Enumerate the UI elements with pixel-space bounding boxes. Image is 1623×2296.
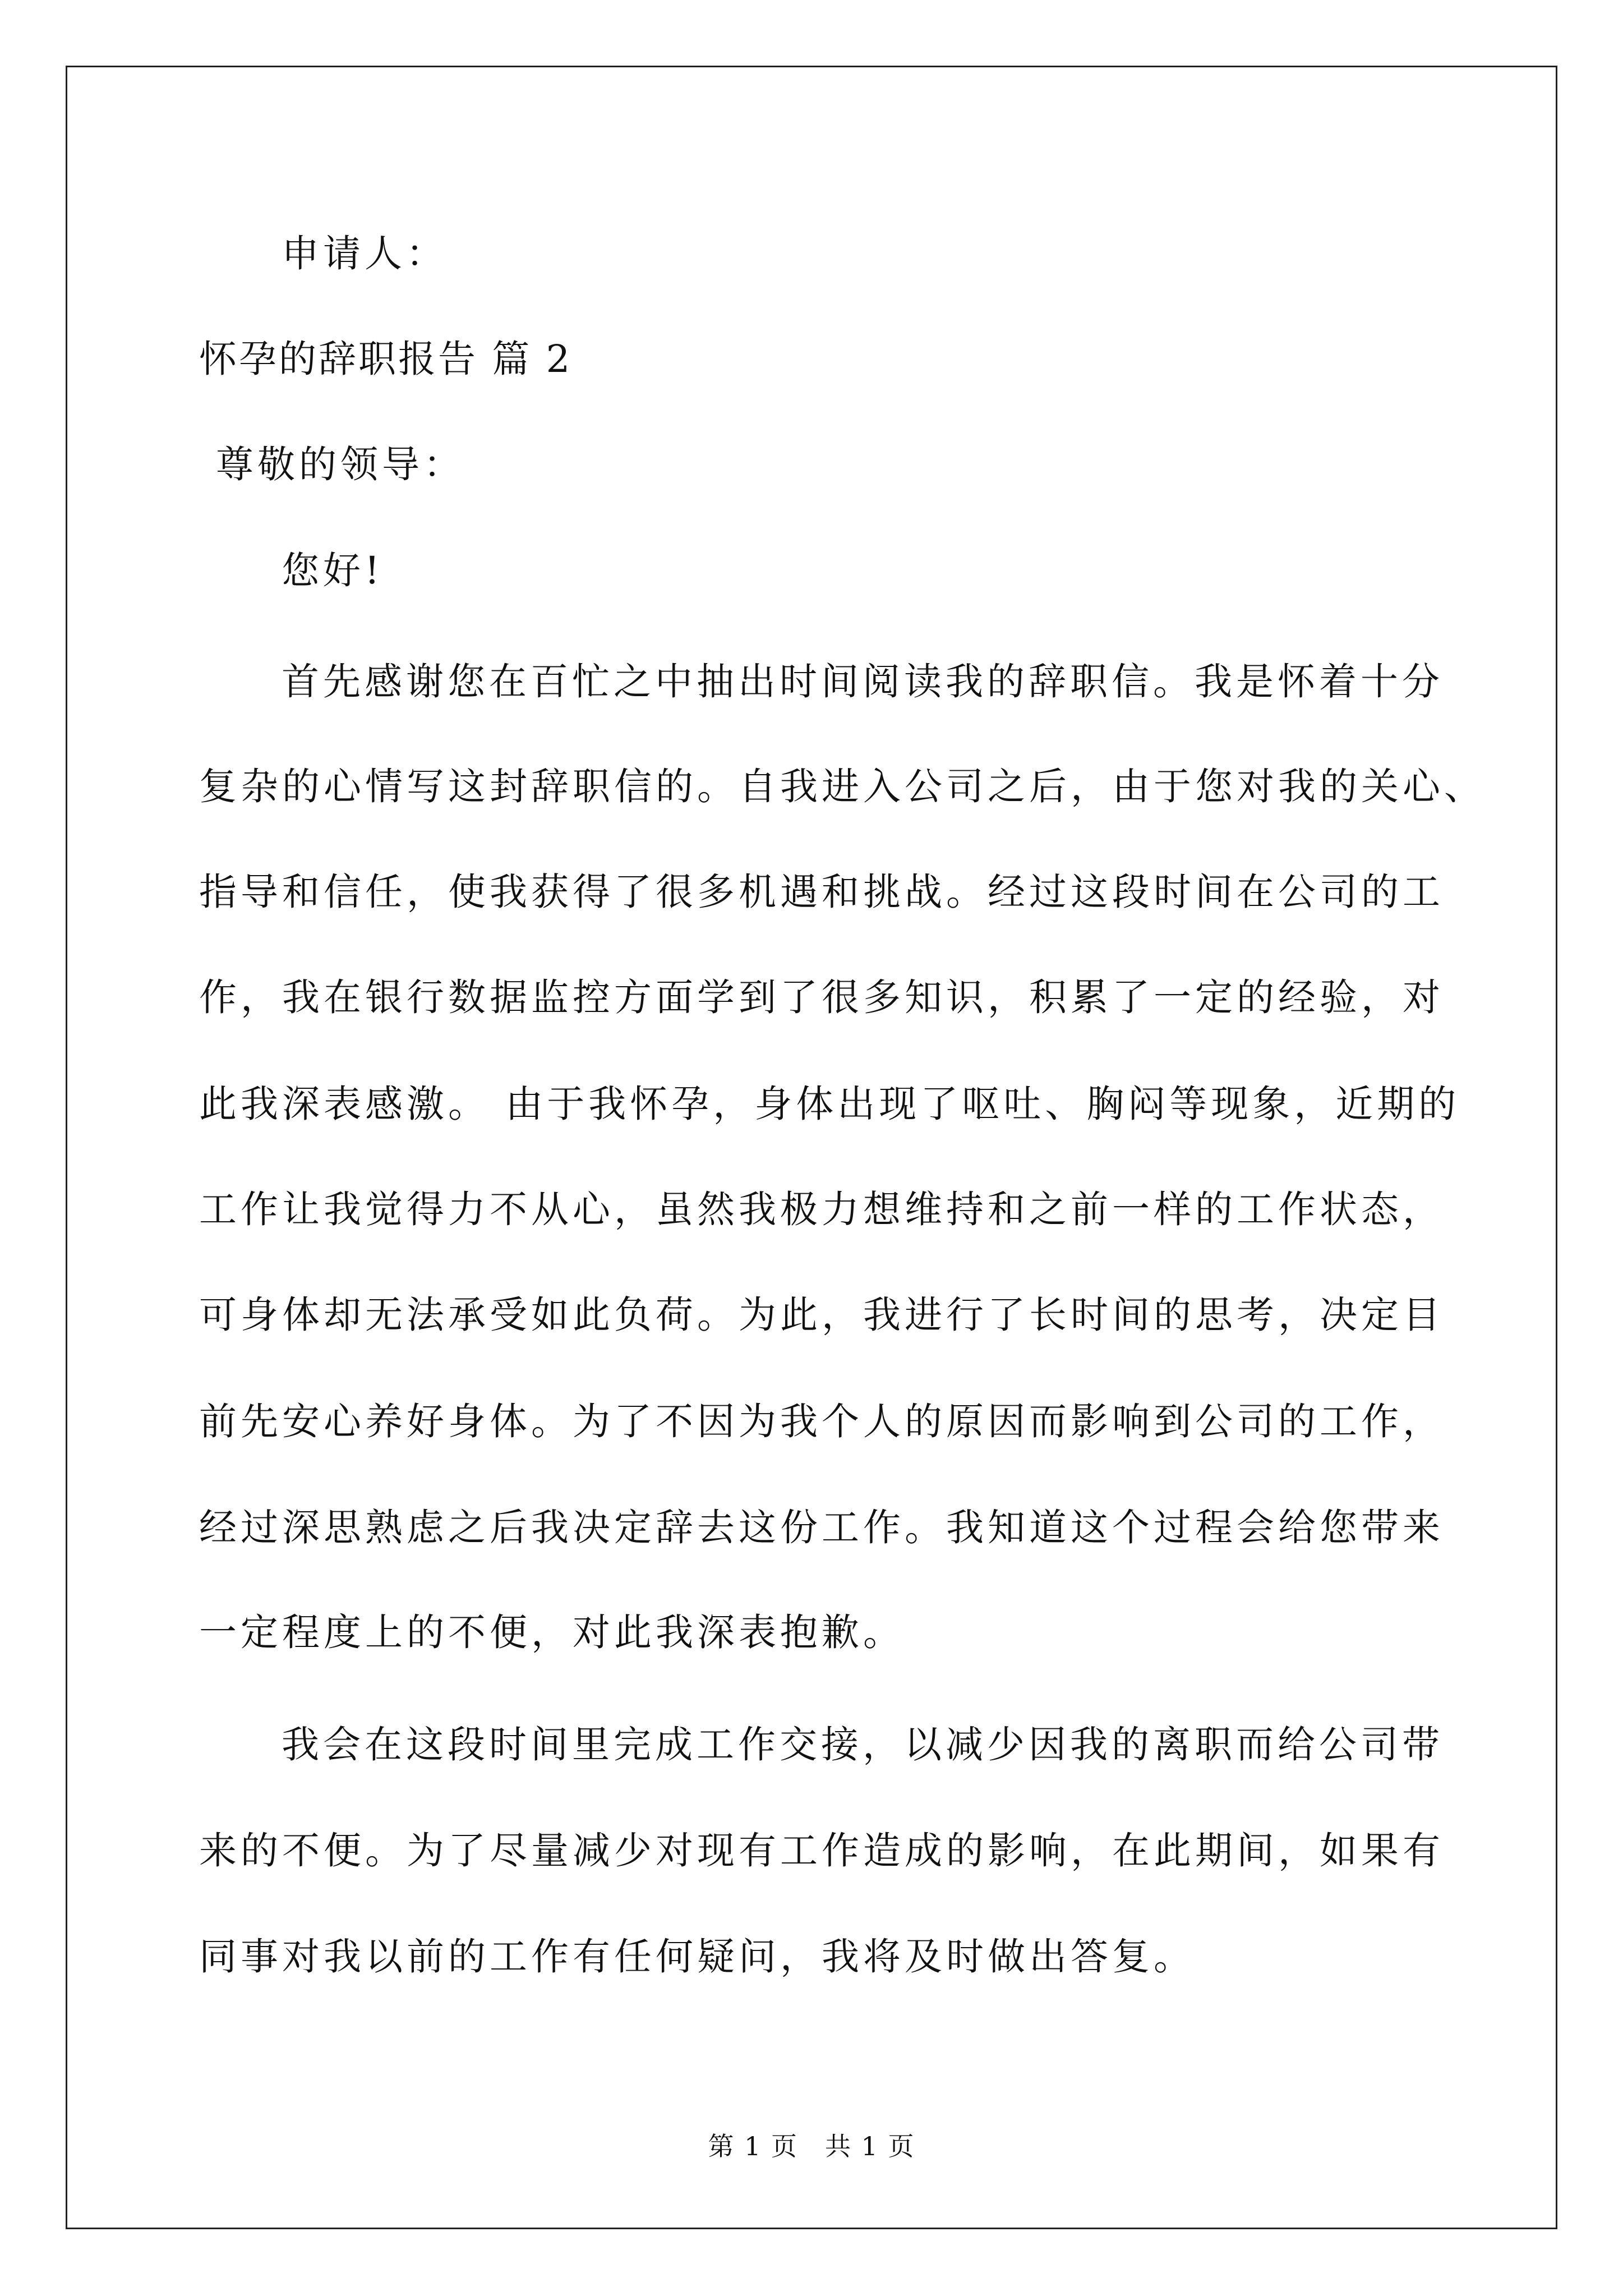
paragraph-line: 指导和信任，使我获得了很多机遇和挑战。经过这段时间在公司的工 bbox=[199, 870, 1444, 914]
section-title: 怀孕的辞职报告 篇 2 bbox=[199, 337, 573, 381]
paragraph-line: 前先安心养好身体。为了不因为我个人的原因而影响到公司的工作， bbox=[199, 1400, 1444, 1443]
paragraph-line: 工作让我觉得力不从心，虽然我极力想维持和之前一样的工作状态， bbox=[199, 1188, 1444, 1231]
page-border bbox=[66, 66, 1557, 2229]
paragraph-line: 此我深表感激。 由于我怀孕，身体出现了呕吐、胸闷等现象，近期的 bbox=[199, 1082, 1460, 1126]
paragraph-line: 可身体却无法承受如此负荷。为此，我进行了长时间的思考，决定目 bbox=[199, 1293, 1444, 1337]
paragraph-line: 同事对我以前的工作有任何疑问，我将及时做出答复。 bbox=[199, 1935, 1195, 1978]
salutation: 尊敬的领导： bbox=[216, 443, 465, 486]
paragraph-line: 经过深思熟虑之后我决定辞去这份工作。我知道这个过程会给您带来 bbox=[199, 1506, 1444, 1549]
greeting: 您好! bbox=[282, 549, 384, 592]
applicant-label: 申请人： bbox=[282, 232, 448, 275]
paragraph-line: 首先感谢您在百忙之中抽出时间阅读我的辞职信。我是怀着十分 bbox=[282, 660, 1444, 703]
paragraph-line: 我会在这段时间里完成工作交接，以减少因我的离职而给公司带 bbox=[282, 1723, 1444, 1766]
paragraph-line: 来的不便。为了尽量减少对现有工作造成的影响，在此期间，如果有 bbox=[199, 1829, 1444, 1872]
paragraph-line: 复杂的心情写这封辞职信的。自我进入公司之后，由于您对我的关心、 bbox=[199, 765, 1486, 808]
paragraph-line: 作，我在银行数据监控方面学到了很多知识，积累了一定的经验，对 bbox=[199, 976, 1444, 1019]
paragraph-line: 一定程度上的不便，对此我深表抱歉。 bbox=[199, 1611, 905, 1654]
page-number-footer: 第 1 页 共 1 页 bbox=[708, 2131, 915, 2161]
